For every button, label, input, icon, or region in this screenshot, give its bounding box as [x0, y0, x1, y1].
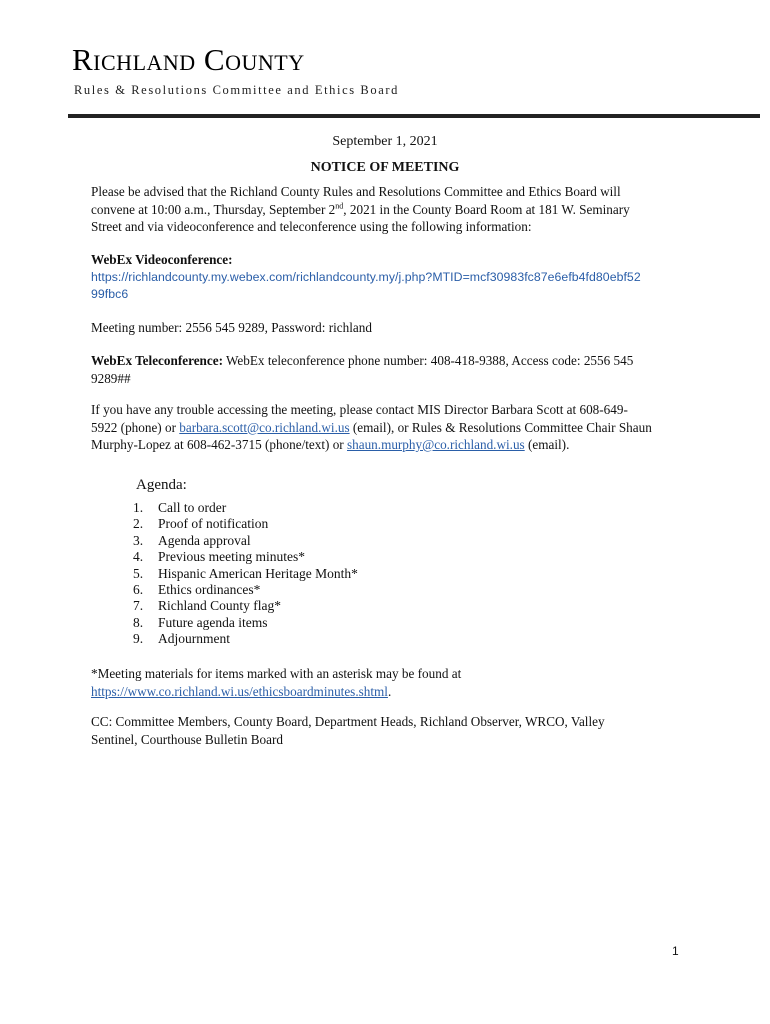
agenda-item-number: 8.: [133, 614, 144, 630]
agenda-item-number: 9.: [133, 631, 144, 647]
agenda-item: [133, 533, 358, 549]
page-number: 1: [672, 944, 679, 958]
agenda-item-number: 6.: [133, 582, 144, 598]
webex-tele-line-1: WebEx Teleconference: WebEx teleconference phone number: 408-418-9388, Access code: 2556 545: [91, 353, 634, 368]
agenda-item-number: 5.: [133, 565, 144, 581]
agenda-item-text: Ethics ordinances*: [158, 582, 261, 598]
webex-video-link[interactable]: [91, 269, 691, 304]
agenda-item: [133, 631, 358, 647]
agenda-item-number: 7.: [133, 598, 144, 614]
contact-paragraph: [91, 401, 691, 454]
materials-note: [91, 665, 691, 700]
email-link-shaun[interactable]: shaun.murphy@co.richland.wi.us: [347, 437, 525, 452]
agenda-item-text: Call to order: [158, 500, 227, 515]
agenda-item-number: 2.: [133, 516, 144, 532]
cc-line-2: Sentinel, Courthouse Bulletin Board: [91, 731, 283, 747]
intro-line-2: convene at 10:00 a.m., Thursday, September 2nd, 2021 in the County Board Room at 181 W. Seminary: [91, 201, 630, 217]
org-subtitle: Rules & Resolutions Committee and Ethics Board: [74, 83, 399, 97]
agenda-item-text: Agenda approval: [158, 532, 251, 548]
agenda-item-number: 3.: [133, 532, 144, 548]
agenda-item-text: Hispanic American Heritage Month*: [158, 565, 358, 581]
webex-tele-line-2: 9289##: [91, 370, 131, 386]
email-link-barbara[interactable]: barbara.scott@co.richland.wi.us: [179, 419, 350, 435]
notice-title: NOTICE OF MEETING: [310, 160, 460, 175]
agenda-item: [133, 582, 358, 598]
agenda-item-text: Richland County flag*: [158, 598, 281, 614]
contact-line-3: Murphy-Lopez at 608-462-3715 (phone/text) or shaun.murphy@co.richland.wi.us (email).: [91, 437, 570, 452]
agenda-list: [133, 500, 358, 648]
agenda-item: [133, 598, 358, 614]
agenda-heading: Agenda:: [136, 477, 187, 493]
cc-line-1: CC: Committee Members, County Board, Department Heads, Richland Observer, WRCO, Valley: [91, 714, 605, 729]
materials-line-1: *Meeting materials for items marked with an asterisk may be found at: [91, 666, 462, 681]
ordinal-suffix: nd: [335, 201, 344, 211]
agenda-item: [133, 566, 358, 582]
intro-paragraph: [91, 183, 691, 236]
agenda-item-number: 1.: [133, 500, 144, 515]
intro-line-3: Street and via videoconference and teleconference using the following information:: [91, 219, 532, 234]
agenda-item-text: Future agenda items: [158, 614, 268, 630]
intro-line-1: Please be advised that the Richland County Rules and Resolutions Committee and Ethics Board will: [91, 184, 621, 199]
agenda-item: [133, 516, 358, 532]
cc-list: [91, 713, 691, 748]
agenda-item-text: Proof of notification: [158, 516, 269, 532]
agenda-item-text: Adjournment: [158, 631, 230, 647]
materials-line-2: https://www.co.richland.wi.us/ethicsboardminutes.shtml.: [91, 683, 392, 699]
agenda-item: [133, 500, 358, 516]
contact-line-1: If you have any trouble accessing the meeting, please contact MIS Director Barbara Scott at 608-649-: [91, 402, 628, 417]
webex-video-section: [91, 251, 691, 304]
contact-line-2: 5922 (phone) or barbara.scott@co.richland.wi.us (email), or Rules & Resolutions Committee Chair Shaun: [91, 419, 652, 435]
webex-video-link-line-2[interactable]: 99fbc6: [91, 287, 129, 301]
org-title: Richland County: [72, 42, 305, 77]
notice-date: September 1, 2021: [332, 134, 438, 149]
agenda-item-text: Previous meeting minutes*: [158, 549, 305, 565]
agenda-item: [133, 615, 358, 631]
agenda-item-number: 4.: [133, 549, 144, 565]
webex-video-link-line-1[interactable]: https://richlandcounty.my.webex.com/richlandcounty.my/j.php?MTID=mcf30983fc87e6efb4fd80ebf52: [91, 269, 641, 284]
materials-link[interactable]: https://www.co.richland.wi.us/ethicsboardminutes.shtml: [91, 683, 388, 699]
webex-tele-section: [91, 352, 691, 387]
meeting-info: Meeting number: 2556 545 9289, Password: richland: [91, 320, 372, 335]
webex-video-label: WebEx Videoconference:: [91, 252, 233, 267]
header-divider: [68, 114, 760, 118]
webex-tele-label: WebEx Teleconference:: [91, 353, 223, 368]
agenda-item: [133, 549, 358, 565]
